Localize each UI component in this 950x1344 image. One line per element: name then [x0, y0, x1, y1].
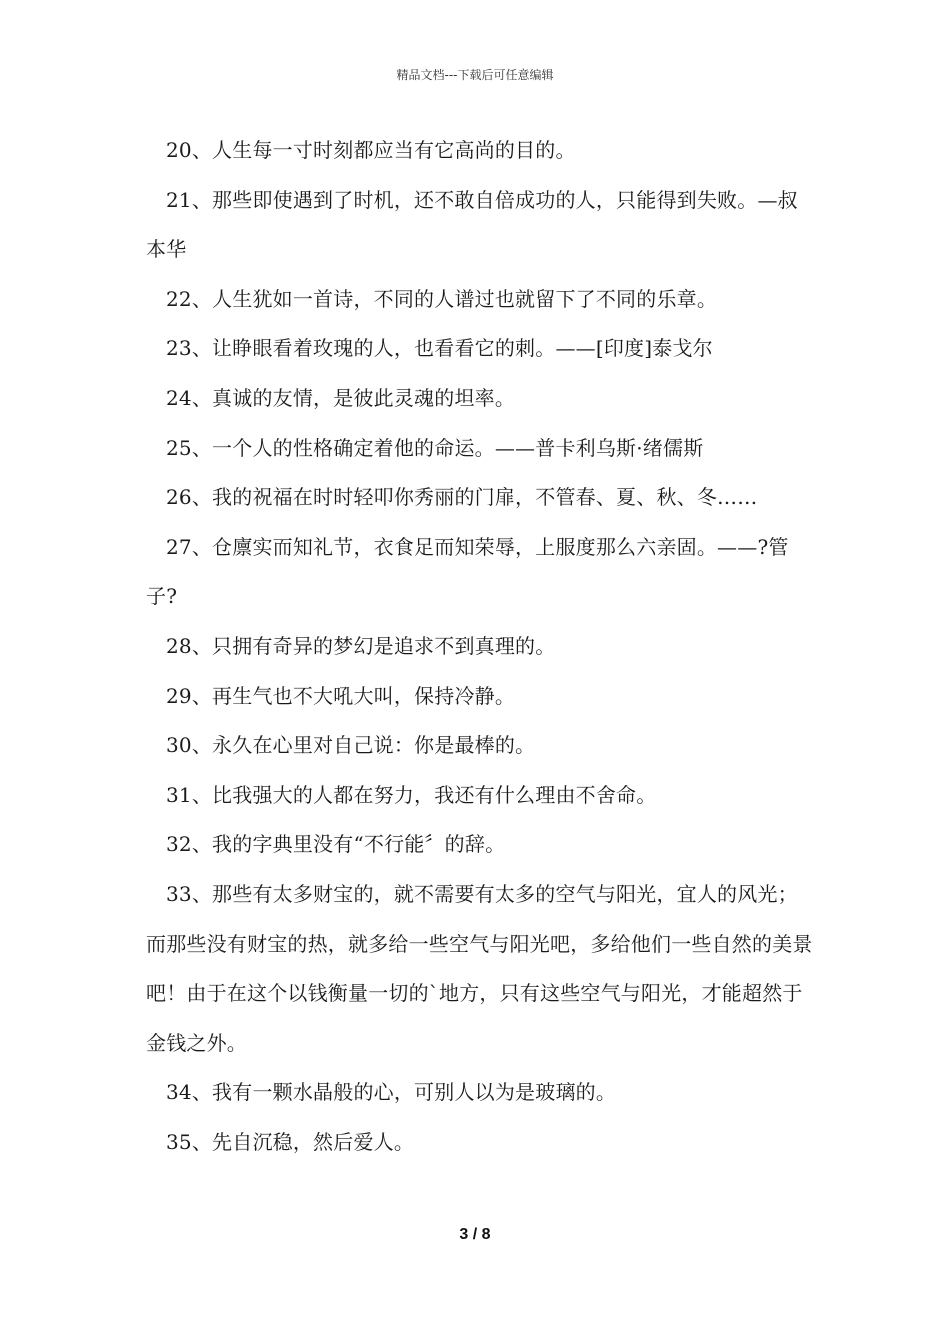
- page-number: 3 / 8: [459, 1226, 491, 1243]
- quote-paragraph: 33、那些有太多财宝的，就不需要有太多的空气与阳光，宜人的风光；而那些没有财宝的热，就多给一些空气与阳光吧，多给他们一些自然的美景吧！由于在这个以钱衡量一切的`地方，只有这些空气与阳光，才能超然于金钱之外。: [146, 881, 813, 1055]
- quote-paragraph: 31、比我强大的人都在努力，我还有什么理由不舍命。: [166, 782, 657, 807]
- quote-paragraph: 25、一个人的性格确定着他的命运。——普卡利乌斯·绪儒斯: [166, 435, 704, 460]
- quote-paragraph: 22、人生犹如一首诗，不同的人谱过也就留下了不同的乐章。: [166, 286, 718, 311]
- quote-paragraph: 21、那些即使遇到了时机，还不敢自倍成功的人，只能得到失败。—叔本华: [146, 187, 798, 262]
- quote-paragraph: 24、真诚的友情，是彼此灵魂的坦率。: [166, 385, 516, 410]
- quote-paragraph: 26、我的祝福在时时轻叩你秀丽的门扉，不管春、夏、秋、冬……: [166, 485, 758, 510]
- quote-paragraph: 23、让睁眼看着玫瑰的人，也看看它的刺。——[印度]泰戈尔: [166, 336, 713, 361]
- quote-paragraph: 28、只拥有奇异的梦幻是追求不到真理的。: [166, 633, 556, 658]
- quote-paragraph: 35、先自沉稳，然后爱人。: [166, 1129, 415, 1154]
- page-header: 精品文档---下载后可任意编辑: [396, 68, 554, 82]
- quote-paragraph: 29、再生气也不大吼大叫，保持冷静。: [166, 683, 516, 708]
- quote-paragraph: 30、永久在心里对自己说：你是最棒的。: [166, 733, 536, 758]
- quote-paragraph: 32、我的字典里没有“不行能〞的辞。: [166, 832, 506, 857]
- quote-paragraph: 27、仓廪实而知礼节，衣食足而知荣辱，上服度那么六亲固。——?管子?: [146, 534, 789, 609]
- quote-paragraph: 20、人生每一寸时刻都应当有它高尚的目的。: [166, 138, 576, 162]
- quote-paragraph: 34、我有一颗水晶般的心，可别人以为是玻璃的。: [166, 1080, 617, 1105]
- document-body: [146, 126, 814, 1167]
